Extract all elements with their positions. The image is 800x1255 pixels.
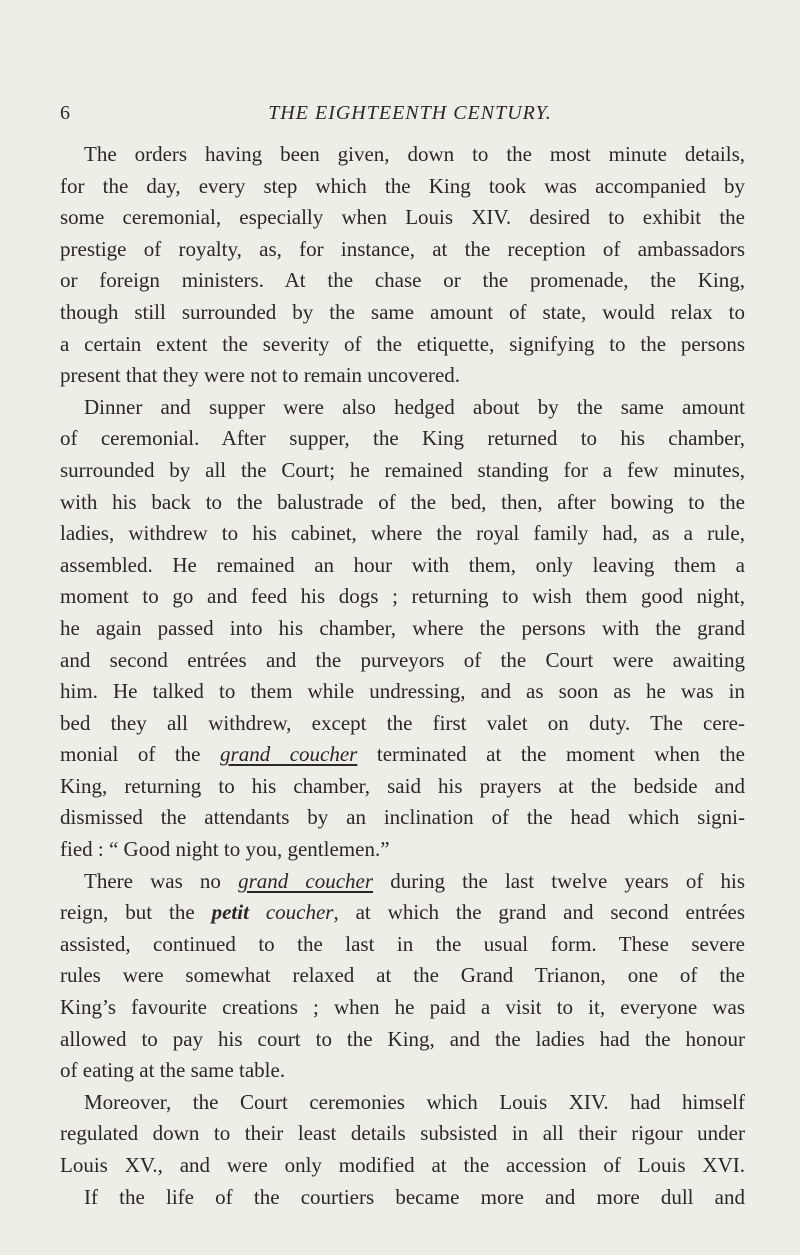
text-line: reign, but the petit coucher, at which the grand and second entrées	[60, 900, 746, 925]
text-line: some ceremonial, especially when Louis XIV. desired to exhibit the	[60, 205, 745, 230]
text-line: Louis XV., and were only modified at the accession of Louis XVI.	[60, 1153, 745, 1177]
text-line: though still surrounded by the same amount of state, would relax to	[60, 299, 745, 324]
text-line: he again passed into his chamber, where the persons with the grand	[60, 615, 745, 640]
text-line: monial of the grand coucher terminated at the moment when the	[60, 742, 745, 767]
text-line: allowed to pay his court to the King, and the ladies had the honour	[60, 1026, 745, 1051]
emphasized-phrase: grand coucher	[238, 868, 374, 893]
text-line: surrounded by all the Court; he remained standing for a few minutes,	[60, 457, 745, 482]
text-line: There was no grand coucher during the last twelve years of his	[84, 868, 746, 893]
text-line: rules were somewhat relaxed at the Grand Trianon, one of the	[60, 963, 745, 988]
page-header	[60, 98, 760, 134]
text-line: him. He talked to them while undressing, and as soon as he was in	[60, 679, 745, 704]
text-line: dismissed the attendants by an inclination of the head which signi-	[60, 805, 745, 830]
text-line: fied : “ Good night to you, gentlemen.”	[60, 837, 390, 862]
emphasized-phrase: petit	[211, 900, 249, 925]
text-line: of eating at the same table.	[60, 1058, 286, 1083]
text-line: prestige of royalty, as, for instance, at the reception of ambassadors	[60, 236, 745, 261]
text-line: of ceremonial. After supper, the King returned to his chamber,	[60, 426, 745, 451]
text-line: If the life of the courtiers became more and more dull and	[84, 1184, 745, 1209]
text-line: King’s favourite creations ; when he paid a visit to it, everyone was	[60, 995, 745, 1020]
emphasized-phrase: coucher	[265, 900, 334, 925]
text-line: assembled. He remained an hour with them, only leaving them a	[60, 552, 745, 577]
text-line: and second entrées and the purveyors of the Court were awaiting	[60, 647, 745, 672]
text-line: Dinner and supper were also hedged about by the same amount	[84, 394, 745, 419]
text-line: with his back to the balustrade of the bed, then, after bowing to the	[60, 489, 745, 514]
text-line: King, returning to his chamber, said his prayers at the bedside and	[60, 773, 745, 798]
text-line: for the day, every step which the King took was accompanied by	[60, 173, 745, 198]
text-line: a certain extent the severity of the etiquette, signifying to the persons	[60, 331, 745, 356]
body-text	[60, 139, 745, 1213]
text-line: moment to go and feed his dogs ; returning to wish them good night,	[60, 584, 745, 609]
text-line: ladies, withdrew to his cabinet, where the royal family had, as a rule,	[60, 521, 745, 546]
text-line: assisted, continued to the last in the usual form. These severe	[60, 931, 745, 956]
text-line: regulated down to their least details subsisted in all their rigour under	[60, 1121, 745, 1146]
text-line: or foreign ministers. At the chase or the promenade, the King,	[60, 268, 745, 293]
text-line: present that they were not to remain uncovered.	[60, 363, 461, 388]
running-title: THE EIGHTEENTH CENTURY.	[268, 102, 552, 124]
page-number: 6	[60, 102, 70, 124]
text-line: The orders having been given, down to the most minute details,	[84, 142, 745, 166]
text-line: bed they all withdrew, except the first valet on duty. The cere-	[60, 710, 745, 735]
text-line: Moreover, the Court ceremonies which Louis XIV. had himself	[84, 1089, 745, 1114]
emphasized-phrase: grand coucher	[220, 742, 358, 767]
